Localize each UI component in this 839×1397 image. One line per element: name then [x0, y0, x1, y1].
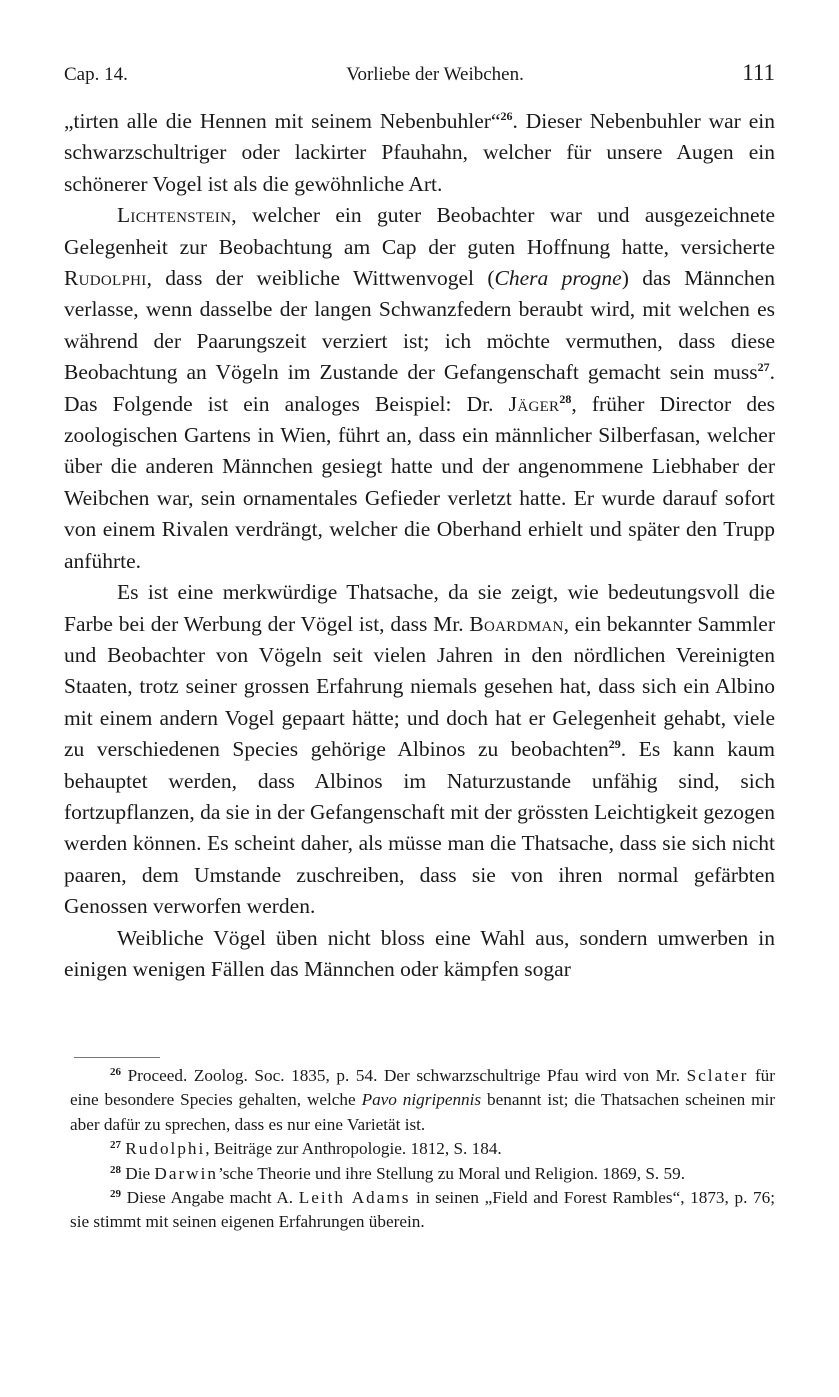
text-run: Weibliche Vögel üben nicht bloss eine Wahl aus, sondern umwerben in einigen wenigen Fällen das Männchen oder kämpfen sogar [64, 925, 775, 981]
footnote-29 [70, 1186, 775, 1235]
text-run: , dass der weibliche Wittwenvogel ( [146, 266, 495, 291]
text-run: in seinen „Field and Forest Rambles“, 1873, p. 76; sie stimmt mit seinen eigenen Erfahrungen überein. [70, 1188, 776, 1232]
main-text [64, 106, 775, 985]
text-run: Es ist eine merkwürdige Thatsache, da sie zeigt, wie bedeutungsvoll die Farbe bei der Werbung der Vögel ist, dass Mr. [64, 580, 775, 636]
footnote-26 [70, 1064, 775, 1137]
author-name: Lichtenstein [117, 203, 232, 228]
text-run: . Das Folgende ist ein analoges Beispiel: Dr. [64, 360, 775, 416]
species-name: Pavo nigripennis [361, 1090, 482, 1110]
paragraph-4 [64, 923, 775, 986]
text-run: für eine besondere Species gehalten, welche [70, 1066, 775, 1110]
author-name: Boardman [469, 611, 564, 636]
text-run: , früher Director des zoologischen Gartens in Wien, führt an, dass ein männlicher Silberfasan, welcher über die anderen Männchen gesiegt hatte und der angenommene Liebhaber der Weibchen war, sein ornamentales Gefieder verletzt hatte. Er wurde darauf sofort von einem Rivalen verdrängt, welcher die Oberhand erhielt und später den Trupp anführte. [64, 391, 776, 573]
paragraph-3 [64, 577, 775, 922]
text-run: , ein bekannter Sammler und Beobachter von Vögeln seit vielen Jahren in den nördlichen Vereinigten Staaten, trotz seiner grossen Erfahrung niemals gesehen hat, dass sich ein Albino mit einem andern Vogel gepaart hätte; und doch hat er Gelegenheit gehabt, viele zu verschiedenen Species gehörige Albinos zu beobachten [64, 611, 775, 762]
text-run: , welcher ein guter Beobachter war und ausgezeichnete Gelegenheit zur Beobachtung am Cap der guten Hoffnung hatte, versicherte [64, 203, 775, 259]
paragraph-1 [64, 106, 775, 200]
text-run: benannt ist; die Thatsachen scheinen mir aber dafür zu sprechen, dass es nur eine Varietät ist. [70, 1090, 775, 1134]
running-title: Vorliebe der Weibchen. [346, 64, 524, 85]
author-name: Sclater [686, 1066, 749, 1085]
author-name: Rudolphi [125, 1139, 206, 1159]
species-name: Chera progne [494, 266, 622, 291]
running-header [64, 60, 775, 90]
chapter-label: Cap. 14. [64, 64, 128, 85]
footnote-number: 28 [110, 1163, 121, 1176]
text-run: . Dieser Nebenbuhler war ein schwarzschultriger oder lackirter Pfauhahn, welcher für unsere Augen ein schönerer Vogel ist als die gewöhnliche Art. [64, 109, 775, 196]
footnote-number: 26 [110, 1066, 121, 1078]
text-run: Diese Angabe macht A. [121, 1188, 299, 1208]
text-run: ’sche Theorie und ihre Stellung zu Moral und Religion. 1869, S. 59. [217, 1163, 685, 1183]
paragraph-2 [64, 200, 775, 577]
footnote-ref-29: 29 [608, 737, 621, 752]
footnote-ref-27: 27 [757, 360, 770, 375]
text-run: Die [121, 1163, 155, 1183]
author-name: Leith Adams [298, 1188, 411, 1208]
author-name: Jäger [508, 391, 560, 416]
footnote-number: 27 [110, 1139, 121, 1152]
text-run: „tirten alle die Hennen mit seinem Nebenbuhler“ [64, 109, 501, 133]
footnote-ref-26: 26 [500, 109, 513, 123]
text-run: ) das Männchen verlasse, wenn dasselbe der langen Schwanzfedern beraubt wird, mit welchen es während der Paarungszeit verziert ist; ich möchte vermuthen, dass diese Beobachtung an Vögeln im Zustande der Gefangenschaft gemacht sein muss [64, 266, 775, 385]
author-name: Darwin [154, 1163, 218, 1183]
footnote-ref-28: 28 [559, 391, 572, 406]
text-run: . Es kann kaum behauptet werden, dass Albinos im Naturzustande unfähig sind, sich fortzupflanzen, da sie in der Gefangenschaft mit der grössten Leichtigkeit gezogen werden können. Es scheint daher, als müsse man die Thatsache, dass sie sich nicht paaren, dem Umstande zuschreiben, dass sie von ihren normal gefärbten Genossen verworfen werden. [64, 737, 776, 919]
author-name: Rudolphi [64, 266, 147, 291]
page-number: 111 [742, 60, 775, 85]
footnotes [70, 1064, 775, 1235]
footnote-divider [74, 1057, 160, 1058]
footnote-number: 29 [110, 1188, 121, 1201]
text-run: Proceed. Zoolog. Soc. 1835, p. 54. Der schwarzschultrige Pfau wird von Mr. [121, 1066, 687, 1085]
footnote-28 [70, 1162, 775, 1186]
footnote-27 [70, 1137, 775, 1161]
text-run: , Beiträge zur Anthropologie. 1812, S. 184. [205, 1139, 502, 1159]
